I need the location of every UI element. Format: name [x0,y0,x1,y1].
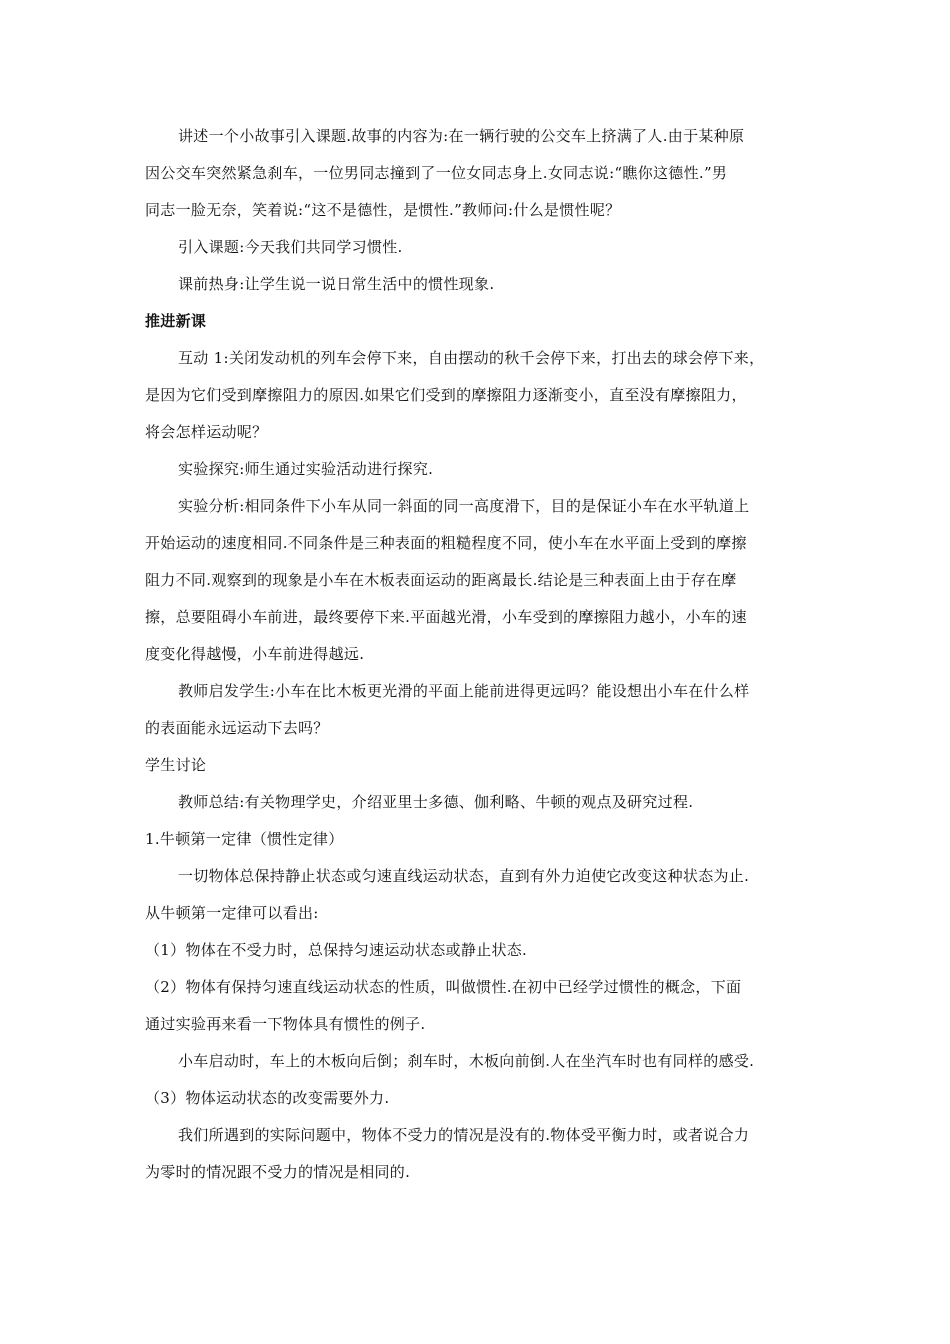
text-line: 从牛顿第一定律可以看出: [145,904,319,922]
paragraph-teacher-inspire [145,673,825,747]
paragraph-point-2 [145,969,825,1043]
text-line: 度变化得越慢，小车前进得越远. [145,645,365,663]
paragraph-cart-example [145,1043,825,1080]
text-line: （1）物体在不受力时，总保持匀速运动状态或静止状态. [145,941,528,959]
paragraph-teacher-summary [145,784,825,821]
text-line: 互动 1:关闭发动机的列车会停下来，自由摆动的秋千会停下来，打出去的球会停下来， [178,349,765,367]
text-line: 推进新课 [145,312,207,330]
text-line: 引入课题:今天我们共同学习惯性. [178,238,403,256]
paragraph-warmup [145,266,825,303]
text-line: 1.牛顿第一定律（惯性定律） [145,830,344,848]
text-line: 学生讨论 [145,756,207,774]
paragraph-experiment-explore [145,451,825,488]
text-line: 将会怎样运动呢？ [145,423,268,441]
text-line: 一切物体总保持静止状态或匀速直线运动状态，直到有外力迫使它改变这种状态为止. [178,867,750,885]
paragraph-experiment-analysis [145,488,825,673]
text-line: （3）物体运动状态的改变需要外力. [145,1089,390,1107]
paragraph-point-1 [145,932,825,969]
text-line: （2）物体有保持匀速直线运动状态的性质，叫做惯性.在初中已经学过惯性的概念，下面 [145,978,742,996]
text-line: 因公交车突然紧急刹车，一位男同志撞到了一位女同志身上.女同志说:“瞧你这德性.”男 [145,164,728,182]
paragraph-student-discussion [145,747,825,784]
paragraph-story [145,118,825,229]
text-line: 同志一脸无奈，笑着说:“这不是德性，是惯性.”教师问:什么是惯性呢？ [145,201,621,219]
text-line: 我们所遇到的实际问题中，物体不受力的情况是没有的.物体受平衡力时，或者说合力 [178,1126,750,1144]
text-line: 实验探究:师生通过实验活动进行探究. [178,460,434,478]
document-page [145,118,825,1191]
paragraph-newton-first-law-heading [145,821,825,858]
paragraph-point-3 [145,1080,825,1117]
text-line: 是因为它们受到摩擦阻力的原因.如果它们受到的摩擦阻力逐渐变小，直至没有摩擦阻力， [145,386,747,404]
text-line: 通过实验再来看一下物体具有惯性的例子. [145,1015,426,1033]
text-line: 小车启动时，车上的木板向后倒；刹车时，木板向前倒.人在坐汽车时也有同样的感受. [178,1052,755,1070]
text-line: 阻力不同.观察到的现象是小车在木板表面运动的距离最长.结论是三种表面上由于存在摩 [145,571,737,589]
text-line: 开始运动的速度相同.不同条件是三种表面的粗糙程度不同，使小车在水平面上受到的摩擦 [145,534,747,552]
text-line: 教师总结:有关物理学史，介绍亚里士多德、伽利略、牛顿的观点及研究过程. [178,793,694,811]
text-line: 实验分析:相同条件下小车从同一斜面的同一高度滑下，目的是保证小车在水平轨道上 [178,497,750,515]
paragraph-heading-new-lesson [145,303,825,340]
paragraph-law-statement [145,858,825,932]
text-line: 讲述一个小故事引入课题.故事的内容为:在一辆行驶的公交车上挤满了人.由于某种原 [178,127,745,145]
paragraph-real-problems [145,1117,825,1191]
paragraph-interaction-1 [145,340,825,451]
text-line: 的表面能永远运动下去吗？ [145,719,329,737]
paragraph-intro-topic [145,229,825,266]
text-line: 课前热身:让学生说一说日常生活中的惯性现象. [178,275,495,293]
text-line: 擦，总要阻碍小车前进，最终要停下来.平面越光滑，小车受到的摩擦阻力越小，小车的速 [145,608,747,626]
text-line: 教师启发学生:小车在比木板更光滑的平面上能前进得更远吗？能设想出小车在什么样 [178,682,750,700]
text-line: 为零时的情况跟不受力的情况是相同的. [145,1163,411,1181]
